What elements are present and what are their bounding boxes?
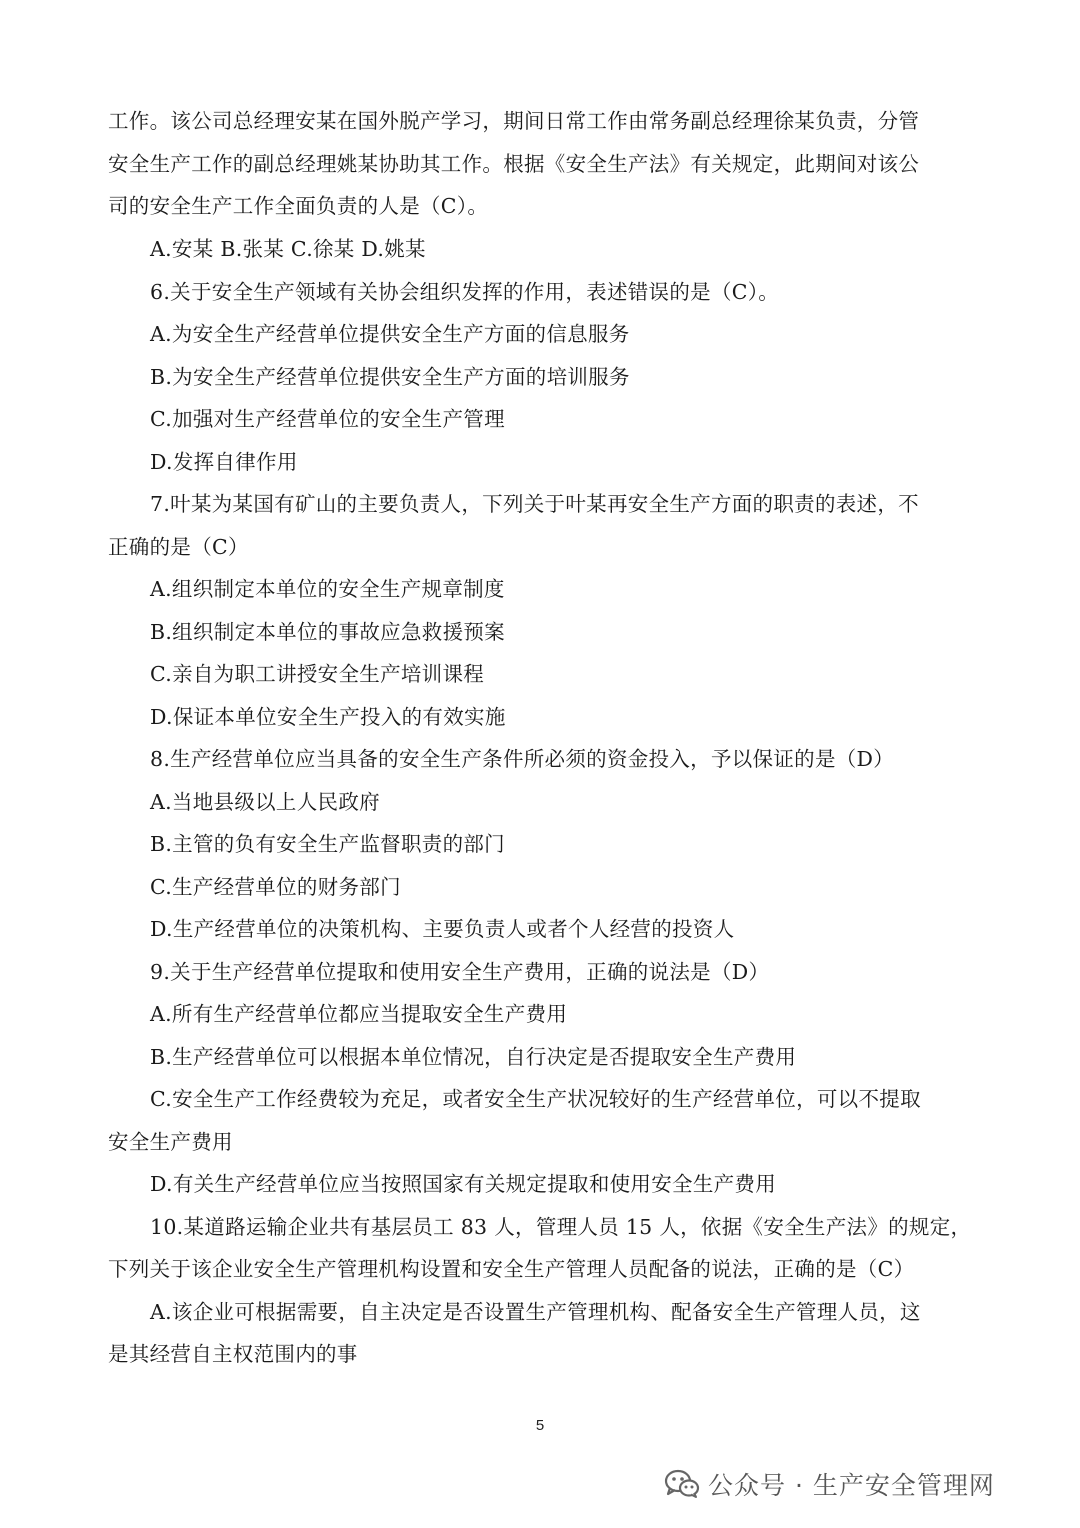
page-number: 5: [535, 1417, 545, 1434]
text-line: A.安某 B.张某 C.徐某 D.姚某: [150, 237, 426, 261]
text-line: B.主管的负有安全生产监督职责的部门: [150, 832, 505, 856]
text-line: 是其经营自主权范围内的事: [108, 1342, 358, 1366]
text-line: B.为安全生产经营单位提供安全生产方面的培训服务: [150, 365, 630, 389]
text-line: A.为安全生产经营单位提供安全生产方面的信息服务: [150, 322, 630, 346]
text-line: 司的安全生产工作全面负责的人是（C）。: [108, 194, 489, 218]
watermark-text: 公众号 · 生产安全管理网: [708, 1471, 995, 1500]
text-line: C.生产经营单位的财务部门: [150, 875, 401, 899]
wechat-icon: [664, 1469, 700, 1499]
text-line: C.亲自为职工讲授安全生产培训课程: [150, 662, 485, 686]
text-line: B.组织制定本单位的事故应急救援预案: [150, 620, 505, 644]
text-line: 7.叶某为某国有矿山的主要负责人，下列关于叶某再安全生产方面的职责的表述，不: [150, 492, 919, 516]
text-line: A.组织制定本单位的安全生产规章制度: [150, 577, 505, 601]
text-line: 下列关于该企业安全生产管理机构设置和安全生产管理人员配备的说法，正确的是（C）: [108, 1257, 915, 1281]
text-line: B.生产经营单位可以根据本单位情况，自行决定是否提取安全生产费用: [150, 1045, 797, 1069]
text-line: C.加强对生产经营单位的安全生产管理: [150, 407, 505, 431]
text-line: A.当地县级以上人民政府: [150, 790, 380, 814]
text-line: 安全生产工作的副总经理姚某协助其工作。根据《安全生产法》有关规定，此期间对该公: [108, 152, 920, 176]
text-line: D.发挥自律作用: [150, 450, 298, 474]
text-line: D.生产经营单位的决策机构、主要负责人或者个人经营的投资人: [150, 917, 735, 941]
text-line: 8.生产经营单位应当具备的安全生产条件所必须的资金投入，予以保证的是（D）: [150, 747, 895, 771]
text-line: 6.关于安全生产领域有关协会组织发挥的作用，表述错误的是（C）。: [150, 280, 780, 304]
text-line: 9.关于生产经营单位提取和使用安全生产费用，正确的说法是（D）: [150, 960, 770, 984]
text-line: A.所有生产经营单位都应当提取安全生产费用: [150, 1002, 568, 1026]
text-line: A.该企业可根据需要，自主决定是否设置生产管理机构、配备安全生产管理人员，这: [150, 1300, 921, 1324]
text-line: D.有关生产经营单位应当按照国家有关规定提取和使用安全生产费用: [150, 1172, 777, 1196]
text-line: 10.某道路运输企业共有基层员工 83 人，管理人员 15 人，依据《安全生产法》的规定，: [150, 1215, 972, 1239]
text-line: C.安全生产工作经费较为充足，或者安全生产状况较好的生产经营单位，可以不提取: [150, 1087, 921, 1111]
watermark: [664, 1462, 995, 1506]
text-line: D.保证本单位安全生产投入的有效实施: [150, 705, 506, 729]
text-line: 安全生产费用: [108, 1130, 233, 1154]
text-line: 工作。该公司总经理安某在国外脱产学习，期间日常工作由常务副总经理徐某负责，分管: [108, 109, 920, 133]
text-line: 正确的是（C）: [108, 535, 249, 559]
